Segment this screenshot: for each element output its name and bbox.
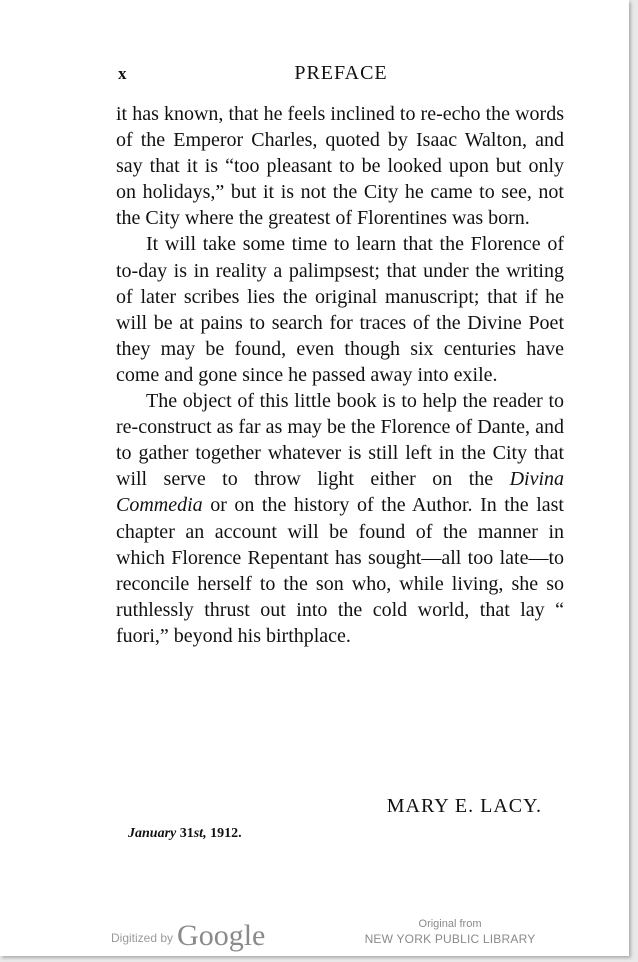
paragraph-3	[116, 388, 564, 649]
italic-title: Divina Commedia	[116, 468, 564, 517]
google-logo: Google	[177, 919, 266, 952]
library-name: NEW YORK PUBLIC LIBRARY	[364, 932, 536, 946]
digitized-by-google	[111, 915, 265, 951]
date-line	[128, 826, 242, 842]
author-signature: MARY E. LACY.	[386, 795, 542, 817]
page-number: x	[118, 64, 127, 83]
date-day: 31	[179, 826, 194, 841]
date-month: January	[128, 826, 177, 841]
paragraph-3-text-after: or on the history of the Author. In the last chapter an account will be found of the manner in which Florence Repentant has sought—all too late—to reconcile herself to the son who, while living, she so ruthlessly thrust out into the cold world, that lay “ fuori,” beyond his birthplace.	[116, 494, 564, 647]
date-year: 1912.	[210, 826, 242, 841]
page-header	[118, 62, 564, 88]
digitized-by-label: Digitized by	[111, 931, 174, 945]
date-ordinal: st,	[193, 826, 207, 841]
running-title: PREFACE	[294, 62, 388, 84]
paragraph-1: it has known, that he feels inclined to re-echo the words of the Emperor Charles, quoted by Isaac Walton, and say that it is “too pleasant to be looked upon but only on holidays,” but it is not the City he came to see, not the City where the greatest of Florentines was born.	[116, 103, 564, 230]
paragraph-2: It will take some time to learn that the Florence of to-day is in reality a palimpsest; that under the writing of later scribes lies the original manuscript; that if he will be at pains to search for traces of the Divine Poet they may be found, even though six centuries have come and gone since he passed away into exile.	[116, 233, 564, 386]
original-from-label: Original from	[418, 918, 482, 930]
preface-body	[116, 101, 564, 649]
paragraph-3-text-before: The object of this little book is to help the reader to re-construct as far as may be the Florence of Dante, and to gather together whatever is still left in the City that will serve to throw light either on the	[116, 390, 564, 491]
library-attribution	[360, 917, 540, 947]
